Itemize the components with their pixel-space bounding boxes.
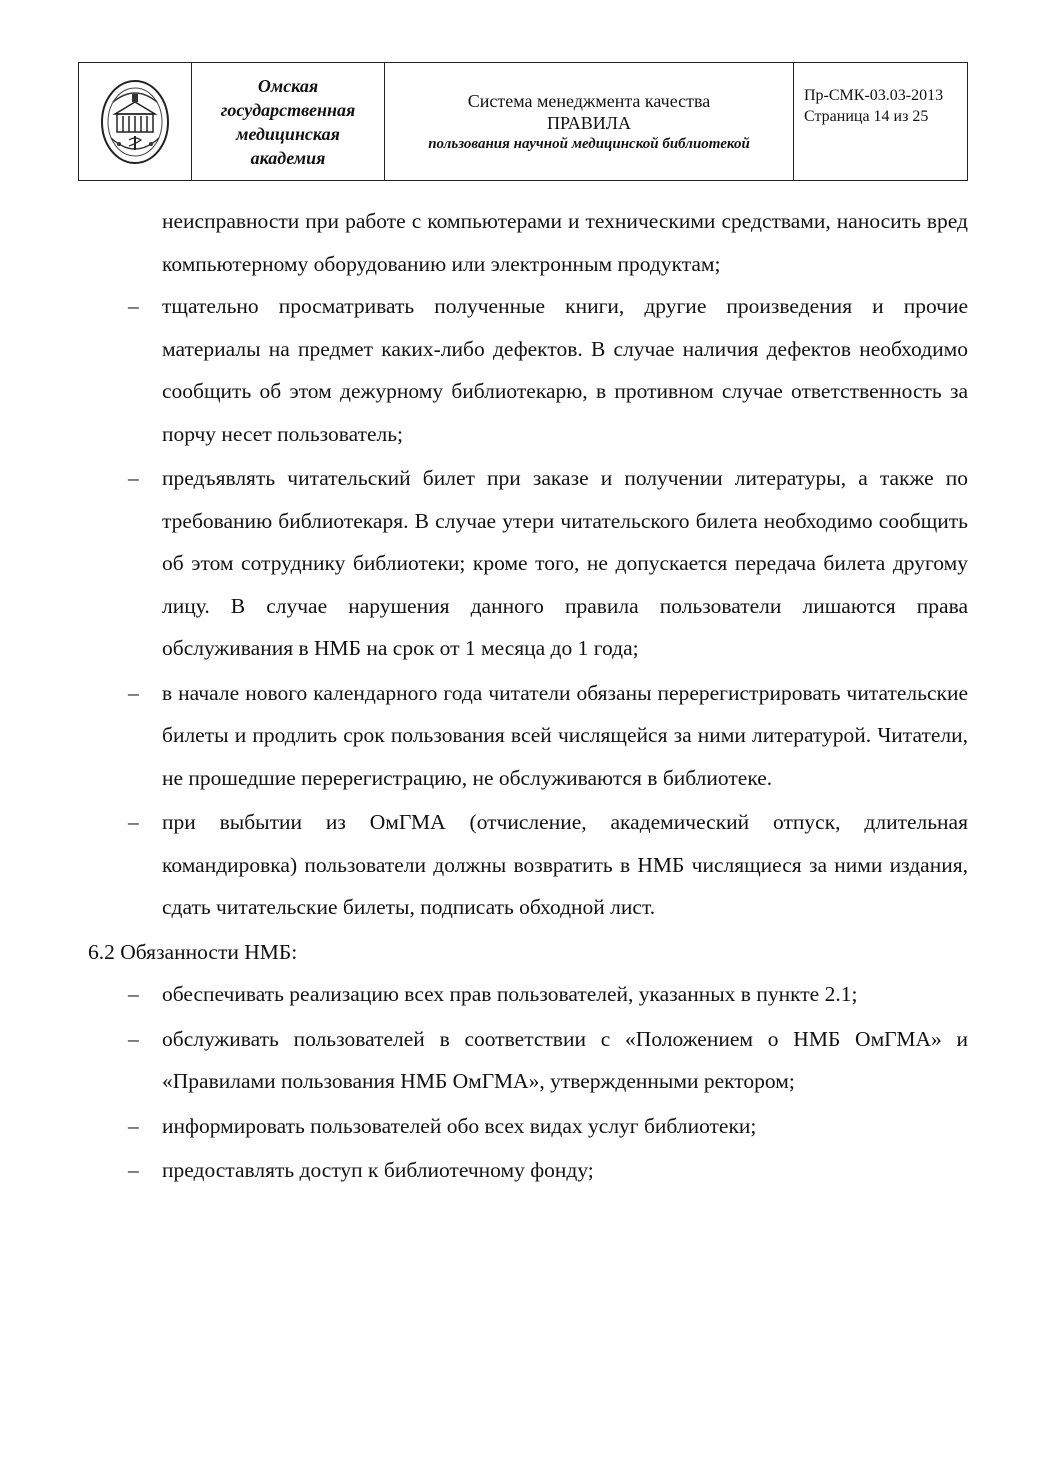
continuation-paragraph: неисправности при работе с компьютерами и техническими средствами, наносить вред компьютерному оборудованию или электронным продуктам; bbox=[162, 209, 968, 276]
section-heading: 6.2 Обязанности НМБ: bbox=[88, 939, 298, 964]
document-body bbox=[88, 200, 968, 1194]
system-cell bbox=[385, 63, 794, 181]
organization-name: Омская государственная медицинская академия bbox=[220, 75, 356, 168]
bullet-dash: – bbox=[128, 466, 139, 490]
list-item: – предъявлять читательский билет при заказе и получении литературы, а также по требованию библиотекаря. В случае утери читательского билета необходимо сообщить об этом сотруднику библиотеки; кроме того, не допускается передача билета другому лицу. В случае нарушения данного правила пользователи лишаются права обслуживания в НМБ на срок от 1 месяца до 1 года; bbox=[88, 457, 968, 670]
list-item: – при выбытии из ОмГМА (отчисление, академический отпуск, длительная командировка) пользователи должны возвратить в НМБ числящиеся за ними издания, сдать читательские билеты, подписать обходной лист. bbox=[88, 801, 968, 929]
academy-emblem-icon bbox=[99, 78, 171, 166]
bullet-dash: – bbox=[128, 1158, 139, 1182]
document-header bbox=[78, 62, 968, 181]
logo-cell bbox=[79, 63, 192, 181]
bullet-dash: – bbox=[128, 1113, 139, 1138]
page-info: Страница 14 из 25 bbox=[804, 108, 929, 125]
list-item: – в начале нового календарного года читатели обязаны перерегистрировать читательские билеты и продлить срок пользования всей числящейся за ними литературой. Читатели, не прошедшие перерегистрацию, не обслуживаются в библиотеке. bbox=[88, 672, 968, 800]
list-item: – предоставлять доступ к библиотечному фонду; bbox=[88, 1149, 968, 1192]
organization-cell bbox=[192, 63, 385, 181]
list-item: – обслуживать пользователей в соответствии с «Положением о НМБ ОмГМА» и «Правилами пользования НМБ ОмГМА», утвержденными ректором; bbox=[88, 1018, 968, 1103]
system-title: Система менеджмента качества bbox=[467, 90, 711, 111]
doc-code: Пр-СМК-03.03-2013 bbox=[804, 87, 944, 104]
list-item: – тщательно просматривать полученные книги, другие произведения и прочие материалы на предмет каких-либо дефектов. В случае наличия дефектов необходимо сообщить об этом дежурному библиотекарю, в противном случае ответственность за порчу несет пользователь; bbox=[88, 285, 968, 455]
list-item: – обеспечивать реализацию всех прав пользователей, указанных в пункте 2.1; bbox=[88, 973, 968, 1016]
bullet-dash: – bbox=[128, 294, 139, 318]
rules-description: пользования научной медицинской библиотекой bbox=[428, 135, 750, 152]
bullet-dash: – bbox=[128, 982, 139, 1006]
bullet-dash: – bbox=[128, 1026, 139, 1051]
bullet-dash: – bbox=[128, 810, 139, 834]
doc-code-cell bbox=[794, 63, 968, 181]
list-item: – информировать пользователей обо всех видах услуг библиотеки; bbox=[88, 1105, 968, 1148]
bullet-dash: – bbox=[128, 680, 139, 705]
rules-title: ПРАВИЛА bbox=[547, 112, 631, 133]
